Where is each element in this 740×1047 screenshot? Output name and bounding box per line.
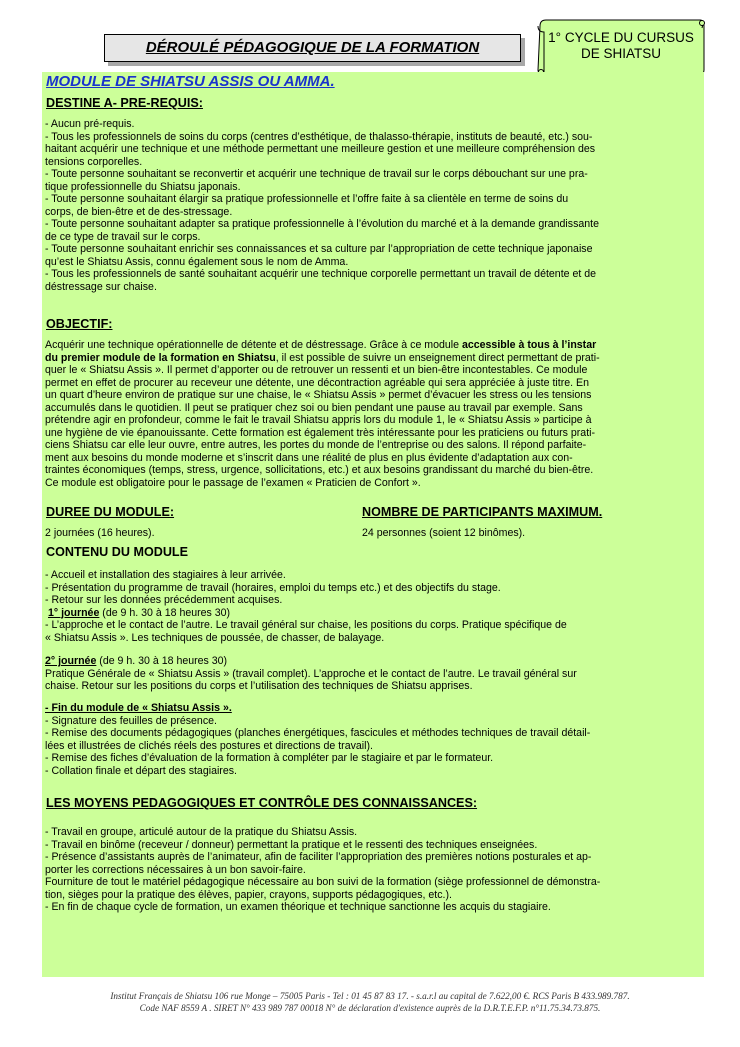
moyens-line: Fourniture de tout le matériel pédagogique nécessaire au bon suivi de la formation (siège professionnel de démonstra- xyxy=(45,876,601,888)
objectif-line: accumulés dans le quotidien. Il peut se pratiquer chez soi ou bien pendant une pause au travail par exemple. Sans xyxy=(45,401,583,414)
fin-module-label: - Fin du module de « Shiatsu Assis ». xyxy=(45,702,232,714)
objectif-line1-bold: accessible à tous à l’instar xyxy=(461,339,597,351)
day1-line: « Shiatsu Assis ». Les techniques de poussée, de chasser, de balayage. xyxy=(45,631,385,644)
prereq-line: - Toute personne souhaitant élargir sa pratique professionnelle et l’offre faite à sa clientèle en terme de soins du xyxy=(45,193,569,205)
day2-line: Pratique Générale de « Shiatsu Assis » (travail complet). L’approche et le contact de l’autre. Le travail général sur xyxy=(45,667,577,680)
objectif-line xyxy=(45,339,698,352)
prereq-line: - Toute personne souhaitant adapter sa pratique professionnelle à l’évolution du marché et à la demande grandissante xyxy=(45,218,599,230)
moyens-line: porter les corrections nécessaires à un bon savoir-faire. xyxy=(45,863,306,876)
duree-value: 2 journées (16 heures). xyxy=(45,527,155,539)
fin-line: - Collation finale et départ des stagiaires. xyxy=(45,764,237,777)
contenu-line: - Présentation du programme de travail (horaires, emploi du temps etc.) et des objectifs du stage. xyxy=(45,581,501,594)
contenu-line: - Accueil et installation des stagiaires à leur arrivée. xyxy=(45,569,286,581)
day2-header xyxy=(45,655,698,668)
moyens-line: - Présence d’assistants auprès de l’animateur, afin de faciliter l’appropriation des premières notions posturales et ap- xyxy=(45,851,592,863)
prereq-text xyxy=(45,118,698,293)
objectif-line: un quart d’heure environ de pratique sur une chaise, le « Shiatsu Assis » permet d’évacuer les stress ou les tensions xyxy=(45,389,592,401)
objectif-line: ciens Shiatsu car elle leur ouvre, entre autres, les portes du monde de l’entreprise ou des salons. Il répond parfaite- xyxy=(45,439,587,451)
prereq-line: - Tous les professionnels de soins du corps (centres d’esthétique, de thalasso-thérapie, instituts de beauté, etc.) sou- xyxy=(45,130,593,143)
prereq-heading: DESTINE A- PRE-REQUIS: xyxy=(46,96,203,110)
objectif-line: une hygiène de vie épanouissante. Cette formation est également très intéressante pour les praticiens ou futurs prati- xyxy=(45,426,596,439)
prereq-line: tique professionnelle du Shiatsu japonais. xyxy=(45,180,241,193)
moyens-text xyxy=(45,826,698,914)
prereq-line: - Toute personne souhaitant se reconvertir et acquérir une technique de travail sur le corps débouchant sur une pra- xyxy=(45,168,588,180)
cycle-label xyxy=(542,30,700,62)
objectif-line: permet en effet de procurer au receveur une détente, une décontraction agréable qui sera appréciée à juste titre. En xyxy=(45,376,589,389)
objectif-line: traintes économiques (temps, stress, urgence, sollicitations, etc.) et aux besoins grandissant du marché du bien-être. xyxy=(45,464,594,476)
objectif-line2-bold: du premier module de la formation en Shiatsu xyxy=(45,351,276,364)
prereq-line: qu’est le Shiatsu Assis, connu également sous le nom de Amma. xyxy=(45,255,349,268)
contenu-heading: CONTENU DU MODULE xyxy=(46,545,189,559)
participants-heading: NOMBRE DE PARTICIPANTS MAXIMUM. xyxy=(362,505,603,519)
contenu-text xyxy=(45,569,698,644)
footer xyxy=(0,990,740,1014)
footer-line-1: Institut Français de Shiatsu 106 rue Monge – 75005 Paris - Tel : 01 45 87 83 17. - s.a.r.l au capital de 7.622,00 €. RCS Paris B 433.989.787. xyxy=(110,991,630,1001)
objectif-line: ment aux besoins du monde moderne et s’inscrit dans une réalité de plus en plus évidente d’adaptation aux con- xyxy=(45,451,573,464)
footer-line-2: Code NAF 8559 A . SIRET N° 433 989 787 00018 N° de déclaration d'existence auprès de la D.R.T.E.F.P. n°11.75.34.73.875. xyxy=(139,1003,601,1013)
prereq-line: de ce type de travail sur le corps. xyxy=(45,230,201,243)
objectif-heading: OBJECTIF: xyxy=(46,317,113,331)
participants-value: 24 personnes (soient 12 binômes). xyxy=(362,527,526,539)
module-title: MODULE DE SHIATSU ASSIS OU AMMA. xyxy=(46,73,335,90)
objectif-line: quer le « Shiatsu Assis ». Il permet d’apporter ou de retrouver un ressenti et un bien-être incontestables. Ce module xyxy=(45,364,588,376)
objectif-line1-start: Acquérir une technique opérationnelle de détente et de déstressage. Grâce à ce module xyxy=(45,339,462,351)
fin-line: - Signature des feuilles de présence. xyxy=(45,714,217,727)
day1-header xyxy=(45,607,698,620)
day1-label: 1° journée xyxy=(48,606,100,619)
day2-text xyxy=(45,655,698,693)
prereq-line: déstressage sur chaise. xyxy=(45,280,157,293)
prereq-line: - Tous les professionnels de santé souhaitant acquérir une technique corporelle permettant un travail de détente et de xyxy=(45,268,597,280)
moyens-line: - Travail en binôme (receveur / donneur) permettant la pratique et le ressenti des techniques enseignées. xyxy=(45,838,538,851)
contenu-line: - Retour sur les données précédemment acquises. xyxy=(45,594,283,606)
prereq-line: - Toute personne souhaitant enrichir ses connaissances et sa culture par l’appropriation de cette technique japonaise xyxy=(45,243,593,255)
prereq-line: tensions corporelles. xyxy=(45,155,143,168)
cycle-line-1: 1° CYCLE DU CURSUS xyxy=(548,30,694,45)
duree-heading: DUREE DU MODULE: xyxy=(46,505,175,519)
objectif-line xyxy=(45,352,698,365)
cycle-line-2: DE SHIATSU xyxy=(580,46,661,61)
prereq-line: haitant acquérir une technique et une méthode permettant une meilleure gestion et une meilleure compréhension des xyxy=(45,143,596,155)
objectif-line: prétendre agir en profondeur, comme le fait le travail Shiatsu appris lors du module 1, le « Shiatsu Assis » participe à xyxy=(45,414,592,426)
document-title: DÉROULÉ PÉDAGOGIQUE DE LA FORMATION xyxy=(104,34,521,62)
fin-line: lées et illustrées de clichés réels des postures et directions de travail). xyxy=(45,739,373,752)
day1-line: - L’approche et le contact de l’autre. Le travail général sur chaise, les positions du corps. Pratique spécifique de xyxy=(45,619,567,631)
moyens-line: - Travail en groupe, articulé autour de la pratique du Shiatsu Assis. xyxy=(45,826,358,838)
day2-label: 2° journée xyxy=(45,655,97,667)
day1-time: (de 9 h. 30 à 18 heures 30) xyxy=(99,606,231,619)
objectif-text xyxy=(45,339,698,489)
day2-time: (de 9 h. 30 à 18 heures 30) xyxy=(96,655,228,667)
moyens-line: tion, sièges pour la pratique des élèves, papier, crayons, supports pédagogiques, etc.). xyxy=(45,888,452,901)
prereq-line: - Aucun pré-requis. xyxy=(45,118,135,130)
objectif-line: Ce module est obligatoire pour le passage de l’examen « Praticien de Confort ». xyxy=(45,476,421,489)
fin-line: - Remise des fiches d’évaluation de la formation à compléter par le stagiaire et par le formateur. xyxy=(45,752,494,764)
fin-module-text xyxy=(45,702,698,777)
prereq-line: corps, de bien-être et de des-stressage. xyxy=(45,205,233,218)
cycle-scroll-banner xyxy=(534,18,704,78)
day2-line: chaise. Retour sur les positions du corps et l’utilisation des techniques de Shiatsu apprises. xyxy=(45,680,473,692)
objectif-line2-rest: , il est possible de suivre un enseignement direct permettant de prati- xyxy=(275,351,600,364)
moyens-heading: LES MOYENS PEDAGOGIQUES ET CONTRÔLE DES CONNAISSANCES: xyxy=(46,796,478,810)
fin-line: - Remise des documents pédagogiques (planches énergétiques, fascicules et méthodes techniques de travail détail- xyxy=(45,727,591,739)
moyens-line: - En fin de chaque cycle de formation, un examen théorique et technique sanctionne les acquis du stagiaire. xyxy=(45,901,551,913)
